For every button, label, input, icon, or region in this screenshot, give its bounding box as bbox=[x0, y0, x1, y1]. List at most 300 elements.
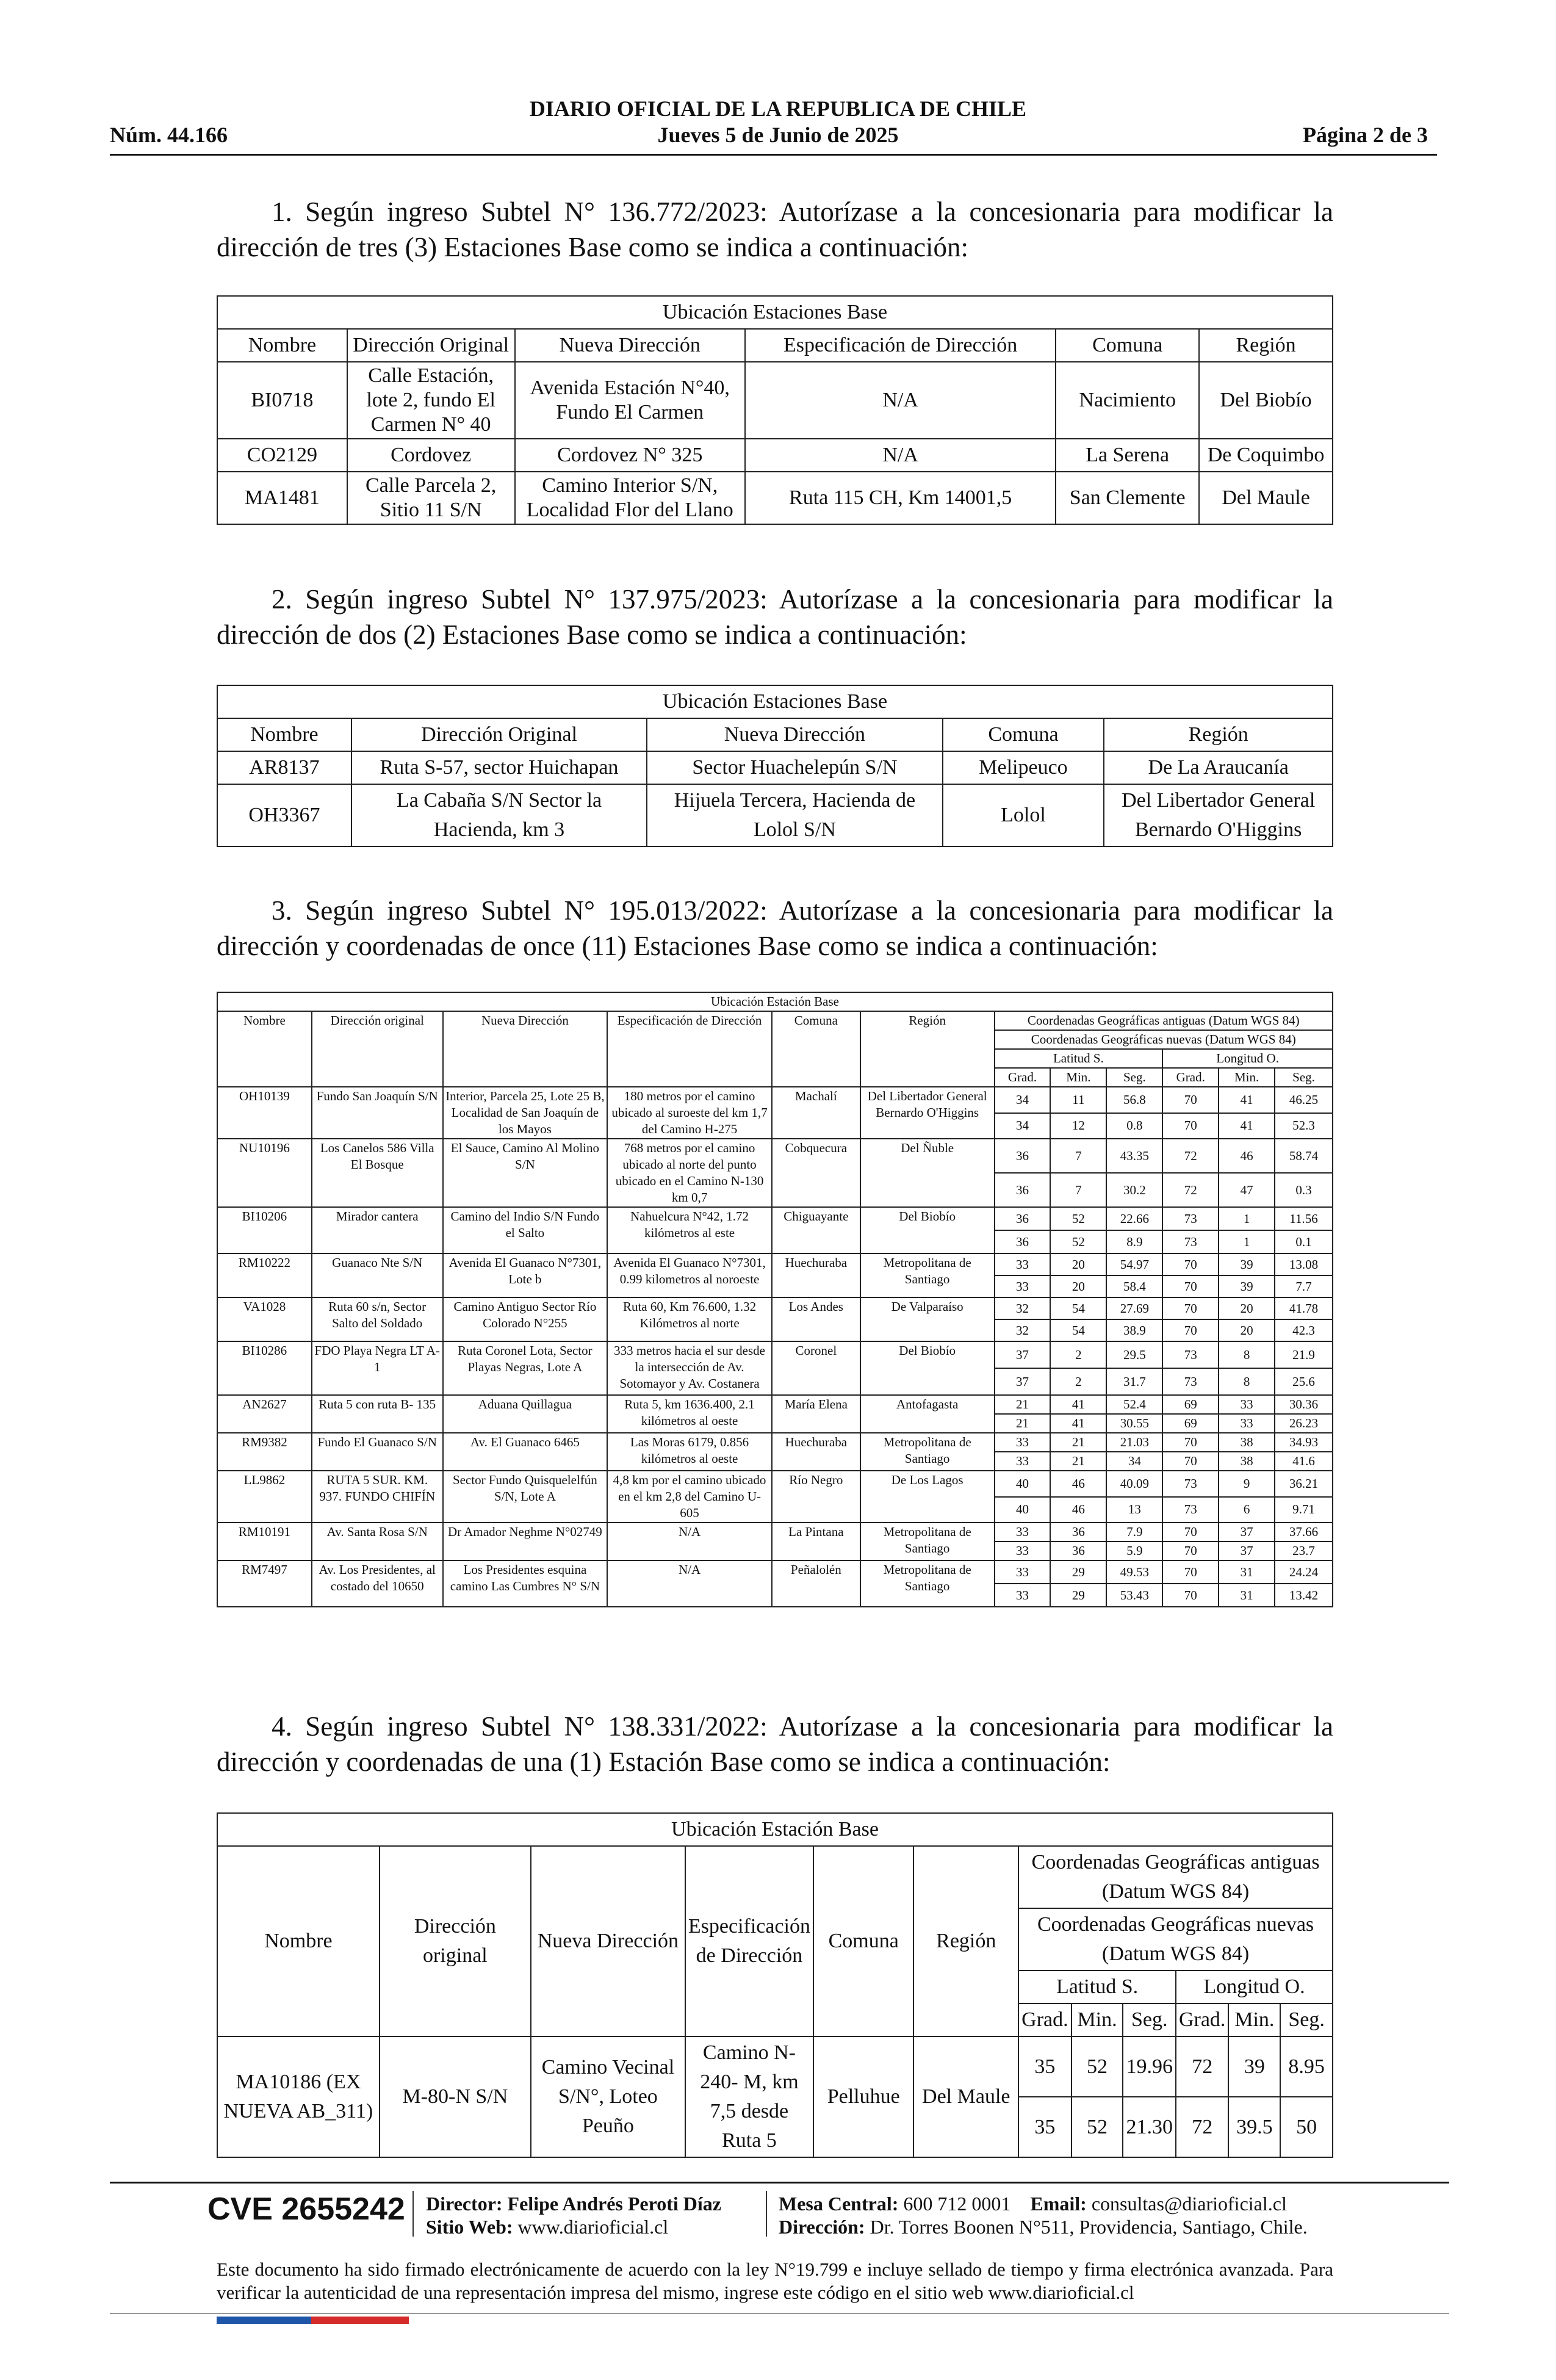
table-cell: Los Canelos 586 Villa El Bosque bbox=[312, 1139, 443, 1207]
coord-cell: 11 bbox=[1050, 1087, 1106, 1113]
coord-cell: 37 bbox=[1219, 1523, 1275, 1542]
paragraph-4-text: 4. Según ingreso Subtel N° 138.331/2022: Autorízase a la concesionaria para modificar la dirección y coordenadas de una (1) Estación Base como se indica a continuación: bbox=[217, 1711, 1333, 1777]
table-cell: MA1481 bbox=[217, 472, 347, 524]
coord-cell: 37 bbox=[995, 1341, 1051, 1368]
coord-cell: 20 bbox=[1219, 1297, 1275, 1319]
table-cell: NU10196 bbox=[217, 1139, 312, 1207]
table-cell: Fundo San Joaquín S/N bbox=[312, 1087, 443, 1139]
table-header-cell: Nombre bbox=[217, 1011, 312, 1087]
coord-cell: 30.2 bbox=[1106, 1173, 1162, 1207]
coord-cell: 72 bbox=[1176, 2036, 1228, 2097]
table-header-cell: Nueva Dirección bbox=[515, 329, 745, 362]
table-header-cell: Región bbox=[1199, 329, 1333, 362]
table-cell: LL9862 bbox=[217, 1471, 312, 1523]
coord-cell: 52 bbox=[1072, 2097, 1123, 2157]
table-cell: Aduana Quillagua bbox=[443, 1395, 608, 1433]
coord-cell: 38 bbox=[1219, 1452, 1275, 1471]
table-cell: Pelluhue bbox=[813, 2036, 913, 2157]
coord-cell: 70 bbox=[1162, 1433, 1219, 1452]
paragraph-3 bbox=[217, 893, 1333, 964]
issue-date: Jueves 5 de Junio de 2025 bbox=[657, 123, 899, 147]
table-cell: Del Maule bbox=[1199, 472, 1333, 524]
table-cell: Camino Interior S/N, Localidad Flor del Llano bbox=[515, 472, 745, 524]
unit-header: Seg. bbox=[1123, 2003, 1176, 2036]
table-cell: La Pintana bbox=[772, 1523, 860, 1560]
coord-cell: 39.5 bbox=[1228, 2097, 1280, 2157]
coord-cell: 12 bbox=[1050, 1113, 1106, 1139]
coord-cell: 36.21 bbox=[1275, 1471, 1333, 1497]
coord-cell: 54 bbox=[1050, 1319, 1106, 1341]
coord-cell: 5.9 bbox=[1106, 1542, 1162, 1560]
table-2-caption: Ubicación Estaciones Base bbox=[217, 685, 1333, 718]
coord-old-header: Coordenadas Geográficas antiguas (Datum WGS 84) bbox=[1018, 1846, 1333, 1908]
table-cell: FDO Playa Negra LT A-1 bbox=[312, 1341, 443, 1395]
table-cell: La Cabaña S/N Sector la Hacienda, km 3 bbox=[351, 784, 647, 846]
coord-cell: 1 bbox=[1219, 1207, 1275, 1230]
table-cell: Coronel bbox=[772, 1341, 860, 1395]
table-cell: CO2129 bbox=[217, 439, 347, 472]
table-cell: Del Libertador General Bernardo O'Higgins bbox=[1104, 784, 1333, 846]
coord-cell: 70 bbox=[1162, 1584, 1219, 1607]
coord-cell: 24.24 bbox=[1275, 1560, 1333, 1584]
coord-cell: 52.4 bbox=[1106, 1395, 1162, 1414]
table-cell: Camino Vecinal S/N°, Loteo Peuño bbox=[531, 2036, 685, 2157]
coord-cell: 70 bbox=[1162, 1560, 1219, 1584]
coord-cell: 33 bbox=[995, 1584, 1051, 1607]
table-4 bbox=[217, 1812, 1333, 2158]
table-header-cell: Comuna bbox=[813, 1846, 913, 2036]
paragraph-3-text: 3. Según ingreso Subtel N° 195.013/2022: Autorízase a la concesionaria para modificar la dirección y coordenadas de once (11) Estaciones Base como se indica a continuación: bbox=[217, 895, 1333, 961]
email-link[interactable]: consultas@diarioficial.cl bbox=[1091, 2193, 1287, 2215]
paragraph-2 bbox=[217, 582, 1333, 652]
coord-cell: 36 bbox=[1050, 1523, 1106, 1542]
table-cell: Nahuelcura N°42, 1.72 kilómetros al este bbox=[607, 1207, 772, 1253]
table-cell: Cobquecura bbox=[772, 1139, 860, 1207]
table-row bbox=[217, 439, 1333, 472]
table-cell: Avenida Estación N°40, Fundo El Carmen bbox=[515, 362, 745, 439]
footer-contact-block bbox=[779, 2192, 1308, 2238]
coord-cell: 72 bbox=[1162, 1173, 1219, 1207]
table-cell: Ruta 5 con ruta B- 135 bbox=[312, 1395, 443, 1433]
coord-cell: 70 bbox=[1162, 1275, 1219, 1297]
coord-cell: 54 bbox=[1050, 1297, 1106, 1319]
newspaper-title: DIARIO OFICIAL DE LA REPUBLICA DE CHILE bbox=[529, 96, 1027, 121]
table-row bbox=[217, 1087, 1333, 1113]
cve-code: CVE 2655242 bbox=[207, 2191, 405, 2227]
table-cell: Melipeuco bbox=[943, 751, 1104, 784]
table-cell: Camino Antiguo Sector Río Colorado N°255 bbox=[443, 1297, 608, 1341]
table-cell: Río Negro bbox=[772, 1471, 860, 1523]
paragraph-1-text: 1. Según ingreso Subtel N° 136.772/2023: Autorízase a la concesionaria para modificar la dirección de tres (3) Estaciones Base como se indica a continuación: bbox=[217, 197, 1333, 262]
coord-cell: 33 bbox=[995, 1253, 1051, 1275]
coord-cell: 40 bbox=[995, 1497, 1051, 1523]
coord-cell: 8 bbox=[1219, 1341, 1275, 1368]
coord-cell: 70 bbox=[1162, 1542, 1219, 1560]
coord-cell: 11.56 bbox=[1275, 1207, 1333, 1230]
table-cell: Del Maule bbox=[913, 2036, 1018, 2157]
coord-cell: 36 bbox=[995, 1230, 1051, 1253]
table-cell: Ruta 5, km 1636.400, 2.1 kilómetros al oeste bbox=[607, 1395, 772, 1433]
legal-notice: Este documento ha sido firmado electrónicamente de acuerdo con la ley N°19.799 e incluye sellado de tiempo y firma electrónica avanzada. Para verificar la autenticidad de una representación impresa del mismo, ingrese este código en el sitio web www.diarioficial.cl bbox=[217, 2259, 1333, 2303]
table-row bbox=[217, 1523, 1333, 1542]
table-row bbox=[217, 1433, 1333, 1452]
coord-cell: 39 bbox=[1219, 1275, 1275, 1297]
table-cell: AR8137 bbox=[217, 751, 351, 784]
table-cell: Los Andes bbox=[772, 1297, 860, 1341]
coord-cell: 35 bbox=[1018, 2097, 1071, 2157]
coord-cell: 33 bbox=[995, 1452, 1051, 1471]
table-header-cell: Comuna bbox=[1056, 329, 1199, 362]
table-cell: Metropolitana de Santiago bbox=[860, 1560, 995, 1607]
coord-cell: 13 bbox=[1106, 1497, 1162, 1523]
coord-new-header: Coordenadas Geográficas nuevas (Datum WGS 84) bbox=[1018, 1908, 1333, 1971]
table-row bbox=[217, 1395, 1333, 1414]
table-cell: Cordovez bbox=[347, 439, 515, 472]
coord-cell: 21.03 bbox=[1106, 1433, 1162, 1452]
table-header-cell: Nombre bbox=[217, 718, 351, 751]
table-cell: Del Biobío bbox=[1199, 362, 1333, 439]
coord-cell: 41.6 bbox=[1275, 1452, 1333, 1471]
coord-cell: 42.3 bbox=[1275, 1319, 1333, 1341]
table-1-header-row bbox=[217, 329, 1333, 362]
table-header-cell: Nueva Dirección bbox=[531, 1846, 685, 2036]
footer-divider bbox=[412, 2191, 414, 2237]
table-cell: OH10139 bbox=[217, 1087, 312, 1139]
table-header-cell: Nueva Dirección bbox=[647, 718, 942, 751]
footer-rule bbox=[110, 2182, 1449, 2183]
table-1 bbox=[217, 295, 1333, 525]
unit-header: Seg. bbox=[1275, 1068, 1333, 1087]
web-link[interactable]: www.diarioficial.cl bbox=[517, 2216, 669, 2238]
coord-cell: 26.23 bbox=[1275, 1414, 1333, 1433]
unit-header: Min. bbox=[1072, 2003, 1123, 2036]
bottom-rule bbox=[110, 2313, 1449, 2314]
table-cell: La Serena bbox=[1056, 439, 1199, 472]
coord-cell: 0.8 bbox=[1106, 1113, 1162, 1139]
coord-cell: 29.5 bbox=[1106, 1341, 1162, 1368]
table-cell: Lolol bbox=[943, 784, 1104, 846]
table-4-caption: Ubicación Estación Base bbox=[217, 1813, 1333, 1846]
coord-cell: 6 bbox=[1219, 1497, 1275, 1523]
table-header-cell: Dirección original bbox=[312, 1011, 443, 1087]
table-header-cell: Región bbox=[860, 1011, 995, 1087]
coord-cell: 41 bbox=[1219, 1113, 1275, 1139]
table-cell: Calle Estación, lote 2, fundo El Carmen N° 40 bbox=[347, 362, 515, 439]
table-row bbox=[217, 784, 1333, 846]
table-cell: Del Biobío bbox=[860, 1341, 995, 1395]
coord-cell: 52 bbox=[1050, 1207, 1106, 1230]
table-cell: M-80-N S/N bbox=[380, 2036, 531, 2157]
coord-cell: 37 bbox=[995, 1368, 1051, 1395]
table-cell: Calle Parcela 2, Sitio 11 S/N bbox=[347, 472, 515, 524]
coord-new-header: Coordenadas Geográficas nuevas (Datum WGS 84) bbox=[995, 1030, 1333, 1049]
table-cell: Guanaco Nte S/N bbox=[312, 1253, 443, 1297]
table-cell: RUTA 5 SUR. KM. 937. FUNDO CHIFÍN bbox=[312, 1471, 443, 1523]
coord-cell: 34.93 bbox=[1275, 1433, 1333, 1452]
table-row bbox=[217, 751, 1333, 784]
table-cell: De Valparaíso bbox=[860, 1297, 995, 1341]
coord-cell: 58.74 bbox=[1275, 1139, 1333, 1173]
table-cell: San Clemente bbox=[1056, 472, 1199, 524]
table-cell: N/A bbox=[607, 1523, 772, 1560]
coord-cell: 33 bbox=[1219, 1395, 1275, 1414]
coord-cell: 36 bbox=[995, 1173, 1051, 1207]
coord-cell: 73 bbox=[1162, 1497, 1219, 1523]
coord-cell: 73 bbox=[1162, 1341, 1219, 1368]
table-cell: Sector Fundo Quisquelelfún S/N, Lote A bbox=[443, 1471, 608, 1523]
coord-cell: 21 bbox=[1050, 1452, 1106, 1471]
coord-cell: 36 bbox=[995, 1207, 1051, 1230]
coord-cell: 7 bbox=[1050, 1173, 1106, 1207]
coord-cell: 50 bbox=[1280, 2097, 1333, 2157]
table-cell: Camino del Indio S/N Fundo el Salto bbox=[443, 1207, 608, 1253]
table-header-cell: Especificación de Dirección bbox=[745, 329, 1056, 362]
coord-cell: 72 bbox=[1176, 2097, 1228, 2157]
coord-cell: 69 bbox=[1162, 1395, 1219, 1414]
coord-cell: 21 bbox=[1050, 1433, 1106, 1452]
coord-cell: 21 bbox=[995, 1414, 1051, 1433]
coord-cell: 22.66 bbox=[1106, 1207, 1162, 1230]
table-cell: Metropolitana de Santiago bbox=[860, 1433, 995, 1471]
coord-cell: 70 bbox=[1162, 1452, 1219, 1471]
coord-old-header: Coordenadas Geográficas antiguas (Datum WGS 84) bbox=[995, 1011, 1333, 1030]
coord-cell: 38 bbox=[1219, 1433, 1275, 1452]
unit-header: Min. bbox=[1228, 2003, 1280, 2036]
coord-cell: 36 bbox=[995, 1139, 1051, 1173]
mesa-label: Mesa Central: bbox=[779, 2193, 899, 2215]
paragraph-2-text: 2. Según ingreso Subtel N° 137.975/2023: Autorízase a la concesionaria para modificar la dirección de dos (2) Estaciones Base como se indica a continuación: bbox=[217, 584, 1333, 650]
table-cell: Ruta S-57, sector Huichapan bbox=[351, 751, 647, 784]
coord-cell: 0.3 bbox=[1275, 1173, 1333, 1207]
coord-cell: 1 bbox=[1219, 1230, 1275, 1253]
unit-header: Min. bbox=[1050, 1068, 1106, 1087]
coord-cell: 54.97 bbox=[1106, 1253, 1162, 1275]
table-cell: Ruta Coronel Lota, Sector Playas Negras, Lote A bbox=[443, 1341, 608, 1395]
coord-cell: 13.42 bbox=[1275, 1584, 1333, 1607]
coord-cell: 8 bbox=[1219, 1368, 1275, 1395]
coord-cell: 21 bbox=[995, 1395, 1051, 1414]
coord-cell: 31 bbox=[1219, 1584, 1275, 1607]
coord-cell: 31 bbox=[1219, 1560, 1275, 1584]
coord-cell: 72 bbox=[1162, 1139, 1219, 1173]
unit-header: Grad. bbox=[995, 1068, 1051, 1087]
unit-header: Grad. bbox=[1176, 2003, 1228, 2036]
header-rule bbox=[110, 154, 1437, 156]
coord-cell: 7 bbox=[1050, 1139, 1106, 1173]
coord-cell: 8.95 bbox=[1280, 2036, 1333, 2097]
coord-cell: 34 bbox=[1106, 1452, 1162, 1471]
coord-cell: 73 bbox=[1162, 1471, 1219, 1497]
table-header-cell: Comuna bbox=[772, 1011, 860, 1087]
table-cell: Av. El Guanaco 6465 bbox=[443, 1433, 608, 1471]
table-row bbox=[217, 1253, 1333, 1275]
table-cell: Del Libertador General Bernardo O'Higgins bbox=[860, 1087, 995, 1139]
table-cell: Mirador cantera bbox=[312, 1207, 443, 1253]
coord-cell: 33 bbox=[995, 1560, 1051, 1584]
coord-cell: 73 bbox=[1162, 1230, 1219, 1253]
table-cell: Ruta 60 s/n, Sector Salto del Soldado bbox=[312, 1297, 443, 1341]
table-cell: Metropolitana de Santiago bbox=[860, 1523, 995, 1560]
coord-cell: 19.96 bbox=[1123, 2036, 1176, 2097]
coord-cell: 70 bbox=[1162, 1113, 1219, 1139]
coord-cell: 20 bbox=[1050, 1253, 1106, 1275]
coord-cell: 7.7 bbox=[1275, 1275, 1333, 1297]
table-cell: Cordovez N° 325 bbox=[515, 439, 745, 472]
table-cell: Del Ñuble bbox=[860, 1139, 995, 1207]
table-header-cell: Comuna bbox=[943, 718, 1104, 751]
table-cell: Sector Huachelepún S/N bbox=[647, 751, 942, 784]
coord-cell: 56.8 bbox=[1106, 1087, 1162, 1113]
table-cell: 180 metros por el camino ubicado al suroeste del km 1,7 del Camino H-275 bbox=[607, 1087, 772, 1139]
coord-cell: 21.30 bbox=[1123, 2097, 1176, 2157]
coord-cell: 31.7 bbox=[1106, 1368, 1162, 1395]
table-row bbox=[217, 1207, 1333, 1230]
coord-cell: 70 bbox=[1162, 1319, 1219, 1341]
table-header-cell: Región bbox=[913, 1846, 1018, 2036]
coord-cell: 69 bbox=[1162, 1414, 1219, 1433]
table-cell: Del Biobío bbox=[860, 1207, 995, 1253]
table-header-cell: Nombre bbox=[217, 1846, 380, 2036]
coord-cell: 70 bbox=[1162, 1523, 1219, 1542]
table-cell: OH3367 bbox=[217, 784, 351, 846]
table-cell: Huechuraba bbox=[772, 1433, 860, 1471]
table-cell: Avenida El Guanaco N°7301, Lote b bbox=[443, 1253, 608, 1297]
unit-header: Seg. bbox=[1106, 1068, 1162, 1087]
table-cell: De La Araucanía bbox=[1104, 751, 1333, 784]
coord-cell: 33 bbox=[1219, 1414, 1275, 1433]
table-header-cell: Región bbox=[1104, 718, 1333, 751]
coord-cell: 46 bbox=[1050, 1471, 1106, 1497]
coord-cell: 49.53 bbox=[1106, 1560, 1162, 1584]
table-header-cell: Nueva Dirección bbox=[443, 1011, 608, 1087]
table-cell: 768 metros por el camino ubicado al norte del punto ubicado en el Camino N-130 km 0,7 bbox=[607, 1139, 772, 1207]
email-label: Email: bbox=[1030, 2193, 1087, 2215]
paragraph-4 bbox=[217, 1709, 1333, 1780]
coord-cell: 29 bbox=[1050, 1584, 1106, 1607]
table-cell: Antofagasta bbox=[860, 1395, 995, 1433]
table-row bbox=[217, 1560, 1333, 1584]
flag-stripe-red bbox=[311, 2317, 409, 2324]
address-text: Dr. Torres Boonen N°511, Providencia, Santiago, Chile. bbox=[870, 2216, 1308, 2238]
coord-cell: 73 bbox=[1162, 1368, 1219, 1395]
web-label: Sitio Web: bbox=[426, 2216, 513, 2238]
unit-header: Grad. bbox=[1162, 1068, 1219, 1087]
unit-header: Min. bbox=[1219, 1068, 1275, 1087]
table-header-cell: Dirección Original bbox=[351, 718, 647, 751]
flag-stripe-blue bbox=[217, 2317, 311, 2324]
table-cell: Chiguayante bbox=[772, 1207, 860, 1253]
table-2 bbox=[217, 685, 1333, 847]
coord-cell: 46.25 bbox=[1275, 1087, 1333, 1113]
table-header-cell: Nombre bbox=[217, 329, 347, 362]
longitude-header: Longitud O. bbox=[1176, 1971, 1333, 2003]
coord-cell: 53.43 bbox=[1106, 1584, 1162, 1607]
table-cell: N/A bbox=[745, 439, 1056, 472]
table-cell: RM7497 bbox=[217, 1560, 312, 1607]
coord-cell: 35 bbox=[1018, 2036, 1071, 2097]
coord-cell: 39 bbox=[1219, 1253, 1275, 1275]
coord-cell: 41 bbox=[1050, 1395, 1106, 1414]
coord-cell: 34 bbox=[995, 1113, 1051, 1139]
coord-cell: 33 bbox=[995, 1433, 1051, 1452]
coord-cell: 33 bbox=[995, 1542, 1051, 1560]
unit-header: Grad. bbox=[1018, 2003, 1071, 2036]
table-row bbox=[217, 1471, 1333, 1497]
table-cell: Ruta 60, Km 76.600, 1.32 Kilómetros al norte bbox=[607, 1297, 772, 1341]
coord-cell: 27.69 bbox=[1106, 1297, 1162, 1319]
table-cell: Huechuraba bbox=[772, 1253, 860, 1297]
coord-cell: 43.35 bbox=[1106, 1139, 1162, 1173]
table-header-cell: Dirección original bbox=[380, 1846, 531, 2036]
coord-cell: 52.3 bbox=[1275, 1113, 1333, 1139]
coord-cell: 33 bbox=[995, 1275, 1051, 1297]
table-cell: BI10206 bbox=[217, 1207, 312, 1253]
coord-cell: 40.09 bbox=[1106, 1471, 1162, 1497]
table-cell: 333 metros hacia el sur desde la intersección de Av. Sotomayor y Av. Costanera bbox=[607, 1341, 772, 1395]
coord-cell: 21.9 bbox=[1275, 1341, 1333, 1368]
table-cell: VA1028 bbox=[217, 1297, 312, 1341]
table-2-header-row bbox=[217, 718, 1333, 751]
paragraph-1 bbox=[217, 194, 1333, 265]
table-cell: N/A bbox=[745, 362, 1056, 439]
table-cell: Nacimiento bbox=[1056, 362, 1199, 439]
coord-cell: 47 bbox=[1219, 1173, 1275, 1207]
coord-cell: 9.71 bbox=[1275, 1497, 1333, 1523]
coord-cell: 33 bbox=[995, 1523, 1051, 1542]
table-cell: Av. Los Presidentes, al costado del 10650 bbox=[312, 1560, 443, 1607]
unit-header: Seg. bbox=[1280, 2003, 1333, 2036]
coord-cell: 30.55 bbox=[1106, 1414, 1162, 1433]
latitude-header: Latitud S. bbox=[1018, 1971, 1176, 2003]
table-header-cell: Dirección Original bbox=[347, 329, 515, 362]
coord-cell: 36 bbox=[1050, 1542, 1106, 1560]
table-cell: Ruta 115 CH, Km 14001,5 bbox=[745, 472, 1056, 524]
footer-director-block bbox=[426, 2192, 721, 2238]
longitude-header: Longitud O. bbox=[1162, 1049, 1333, 1068]
table-cell: Hijuela Tercera, Hacienda de Lolol S/N bbox=[647, 784, 942, 846]
table-cell: 4,8 km por el camino ubicado en el km 2,8 del Camino U-605 bbox=[607, 1471, 772, 1523]
table-cell: María Elena bbox=[772, 1395, 860, 1433]
table-cell: Camino N-240- M, km 7,5 desde Ruta 5 bbox=[685, 2036, 813, 2157]
coord-cell: 8.9 bbox=[1106, 1230, 1162, 1253]
table-1-caption: Ubicación Estaciones Base bbox=[217, 296, 1333, 329]
coord-cell: 41 bbox=[1219, 1087, 1275, 1113]
table-cell: BI10286 bbox=[217, 1341, 312, 1395]
table-cell: El Sauce, Camino Al Molino S/N bbox=[443, 1139, 608, 1207]
coord-cell: 34 bbox=[995, 1087, 1051, 1113]
table-cell: Dr Amador Neghme N°02749 bbox=[443, 1523, 608, 1560]
coord-cell: 38.9 bbox=[1106, 1319, 1162, 1341]
table-cell: Las Moras 6179, 0.856 kilómetros al oeste bbox=[607, 1433, 772, 1471]
table-row bbox=[217, 362, 1333, 439]
coord-cell: 30.36 bbox=[1275, 1395, 1333, 1414]
table-cell: De Los Lagos bbox=[860, 1471, 995, 1523]
table-cell: De Coquimbo bbox=[1199, 439, 1333, 472]
coord-cell: 29 bbox=[1050, 1560, 1106, 1584]
coord-cell: 20 bbox=[1219, 1319, 1275, 1341]
table-row bbox=[217, 2036, 1333, 2097]
table-header-cell: Especificación de Dirección bbox=[685, 1846, 813, 2036]
coord-cell: 37.66 bbox=[1275, 1523, 1333, 1542]
table-cell: Machalí bbox=[772, 1087, 860, 1139]
table-row bbox=[217, 1297, 1333, 1319]
coord-cell: 0.1 bbox=[1275, 1230, 1333, 1253]
table-cell: Avenida El Guanaco N°7301, 0.99 kilometros al noroeste bbox=[607, 1253, 772, 1297]
coord-cell: 41.78 bbox=[1275, 1297, 1333, 1319]
coord-cell: 20 bbox=[1050, 1275, 1106, 1297]
footer-divider bbox=[766, 2191, 767, 2237]
table-row bbox=[217, 1139, 1333, 1173]
